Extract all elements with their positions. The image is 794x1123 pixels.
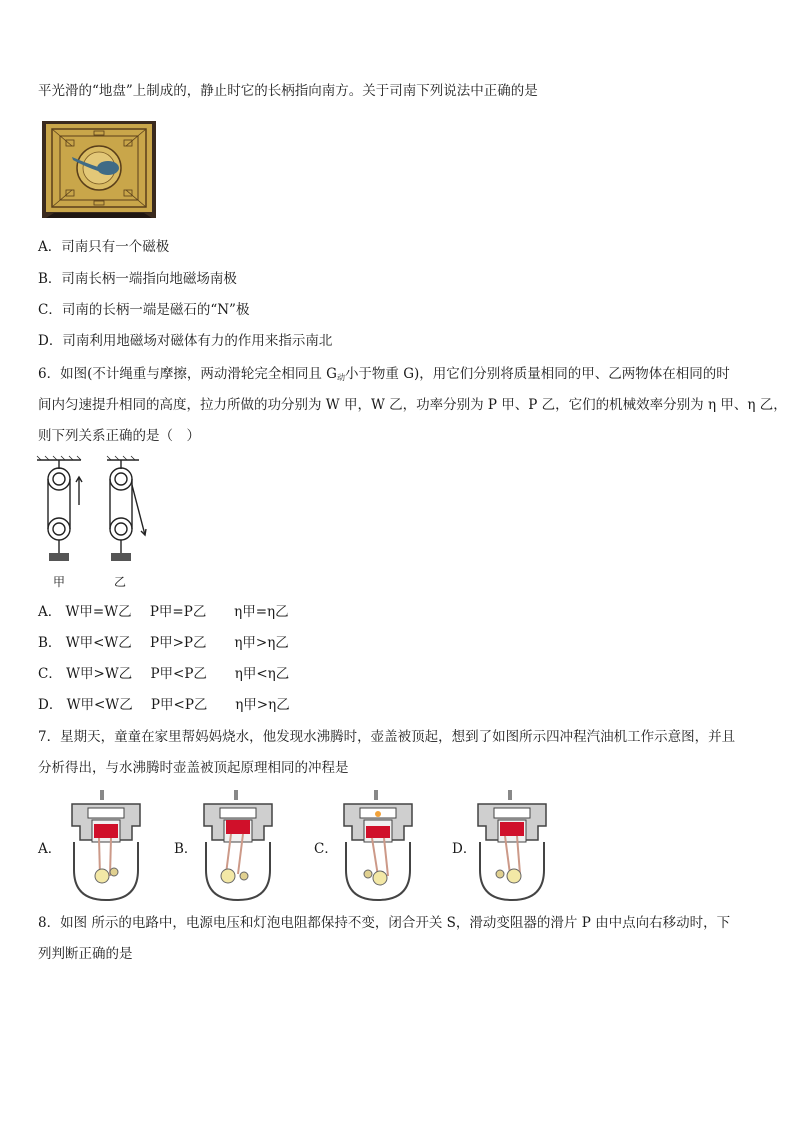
engine-stroke-a: [66, 790, 146, 902]
q6-option-d[interactable]: D． W甲<W乙 P甲<P乙 η甲>η乙: [38, 697, 290, 713]
q5-option-d[interactable]: D．司南利用地磁场对磁体有力的作用来指示南北: [38, 333, 333, 349]
q6-option-b[interactable]: B． W甲<W乙 P甲>P乙 η甲>η乙: [38, 635, 289, 651]
q6-stem-line-2: 间内匀速提升相同的高度，拉力所做的功分别为 W 甲，W 乙，功率分别为 P 甲、P 乙，它们的机械效率分别为 η 甲、η 乙，: [38, 397, 787, 413]
q6-option-c[interactable]: C． W甲>W乙 P甲<P乙 η甲<η乙: [38, 666, 290, 682]
engine-stroke-c: [338, 790, 418, 902]
q5-option-b[interactable]: B．司南长柄一端指向地磁场南极: [38, 271, 237, 287]
engine-stroke-b: [198, 790, 278, 902]
engine-stroke-d: [472, 790, 552, 902]
engine-label-d[interactable]: D．: [452, 841, 477, 857]
q8-stem-line-2: 列判断正确的是: [38, 946, 133, 962]
q6-stem-line-3: 则下列关系正确的是（ ）: [38, 428, 200, 444]
pulley-label-yi: 乙: [114, 575, 127, 589]
engine-label-b[interactable]: B．: [174, 841, 198, 857]
engine-label-c[interactable]: C．: [314, 841, 338, 857]
q5-option-a[interactable]: A．司南只有一个磁极: [38, 239, 170, 255]
q6-option-a[interactable]: A． W甲=W乙 P甲=P乙 η甲=η乙: [38, 604, 289, 620]
q5-stem: 平光滑的“地盘”上制成的，静止时它的长柄指向南方。关于司南下列说法中正确的是: [38, 83, 538, 99]
pulley-label-jia: 甲: [53, 575, 66, 589]
sinan-compass-image: [42, 121, 156, 218]
q5-option-c[interactable]: C．司南的长柄一端是磁石的“N”极: [38, 302, 250, 318]
q7-stem-line-2: 分析得出，与水沸腾时壶盖被顶起原理相同的冲程是: [38, 760, 349, 776]
q7-stem-line-1: 7．星期天，童童在家里帮妈妈烧水，他发现水沸腾时，壶盖被顶起，想到了如图所示四冲程汽油机工作示意图，并且: [38, 729, 736, 745]
engine-label-a[interactable]: A．: [38, 841, 62, 857]
pulley-figure: [35, 455, 155, 590]
q6-stem-line-1: 6．如图(不计绳重与摩擦，两动滑轮完全相同且 $G_动$小于物重 G)，用它们分别将质量相同的甲、乙两物体在相同的时: [38, 366, 730, 382]
q8-stem-line-1: 8．如图 所示的电路中，电源电压和灯泡电阻都保持不变，闭合开关 S，滑动变阻器的滑片 P 由中点向右移动时，下: [38, 915, 731, 931]
